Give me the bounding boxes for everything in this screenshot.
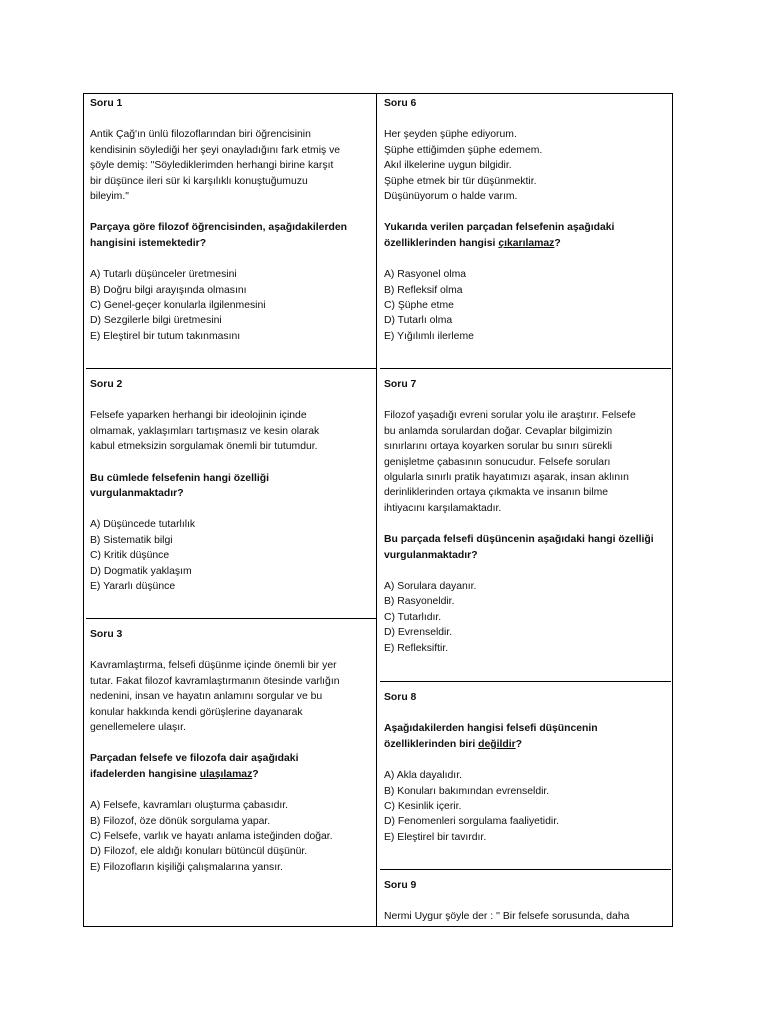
answer-option: B) Refleksif olma: [384, 284, 463, 296]
answer-option: B) Konuları bakımından evrenseldir.: [384, 785, 550, 797]
text-line: Şüphe ettiğimden şüphe edemem.: [384, 144, 543, 156]
stem-emphasis: değildir: [478, 738, 516, 750]
answer-option: B) Filozof, öze dönük sorgulama yapar.: [90, 815, 271, 827]
answer-option: E) Filozofların kişiliği çalışmalarına yansır.: [90, 861, 283, 873]
answer-option: C) Kritik düşünce: [90, 550, 170, 562]
answer-option: D) Tutarlı olma: [384, 315, 453, 327]
text-line: Akıl ilkelerine uygun bilgidir.: [384, 160, 512, 172]
answer-option: E) Refleksiftir.: [384, 642, 449, 654]
stem-line: Parçadan felsefe ve filozofa dair aşağıdaki: [90, 753, 299, 765]
question-passage: [90, 127, 373, 204]
text-line: Her şeyden şüphe ediyorum.: [384, 129, 517, 141]
text-line: ihtiyacını karşılamaktadır.: [384, 502, 502, 514]
options-list: [90, 517, 373, 594]
question-1: [90, 96, 373, 344]
stem-line: Aşağıdakilerden hangisi felsefi düşüncenin: [384, 723, 598, 735]
question-8: [384, 690, 667, 845]
question-title: Soru 2: [90, 379, 123, 390]
question-sheet: [83, 93, 673, 927]
stem-line: [90, 767, 373, 782]
question-title: Soru 3: [90, 629, 123, 640]
answer-option: C) Genel-geçer konularla ilgilenmesini: [90, 300, 266, 312]
text-line: kendisinin söylediği her şeyi onayladığını fark etmiş ve: [90, 144, 341, 156]
answer-option: B) Sistematik bilgi: [90, 534, 173, 546]
text-line: tutar. Fakat filozof kavramlaştırmanın ötesinde varlığın: [90, 675, 340, 687]
question-stem: [384, 220, 667, 251]
stem-mark: ?: [252, 768, 259, 780]
text-line: nedenini, insan ve hayatın anlamını sorgular ve bu: [90, 691, 323, 703]
question-passage: [90, 658, 373, 735]
question-passage: [90, 408, 373, 454]
text-line: hangisini istemektedir?: [90, 237, 207, 249]
text-line: Filozof yaşadığı evreni sorular yolu ile araştırır. Felsefe: [384, 410, 636, 422]
question-passage: [384, 909, 667, 924]
text-line: olgularla sınırlı pratik hayatımızı aşarak, insan aklının: [384, 472, 629, 484]
text-line: bir düşünce ileri sür ki karşılıklı konuştuğumuzu: [90, 175, 308, 187]
stem-text: özelliklerinden hangisi: [384, 237, 499, 249]
question-title: Soru 8: [384, 692, 417, 703]
question-stem: [90, 471, 373, 502]
question-9: [384, 878, 667, 941]
answer-option: C) Felsefe, varlık ve hayatı anlama isteğinden doğar.: [90, 831, 333, 843]
text-line: vurgulanmaktadır?: [384, 549, 478, 561]
options-list: [90, 267, 373, 344]
text-line: sınırlarını ortaya koyarken sorular bu sınırı sürekli: [384, 441, 613, 453]
answer-option: B) Rasyoneldir.: [384, 596, 455, 608]
text-line: şöyle demiş: "Söylediklerimden herhangi birine karşıt: [90, 160, 334, 172]
answer-option: A) Tutarlı düşünceler üretmesini: [90, 269, 237, 281]
stem-line: [384, 236, 667, 251]
options-list: [90, 798, 373, 875]
question-stem: [90, 220, 373, 251]
text-line: konular hakkında kendi görüşlerine dayanarak: [90, 706, 303, 718]
answer-option: D) Sezgilerle bilgi üretmesini: [90, 315, 222, 327]
answer-option: E) Eleştirel bir tavırdır.: [384, 831, 487, 843]
answer-option: E) Yararlı düşünce: [90, 581, 176, 593]
text-line: Düşünüyorum o halde varım.: [384, 191, 518, 203]
question-passage: [384, 408, 667, 516]
answer-option: C) Şüphe etme: [384, 300, 454, 312]
text-line: Bu cümlede felsefenin hangi özelliği: [90, 472, 269, 484]
text-line: Kavramlaştırma, felsefi düşünme içinde önemli bir yer: [90, 660, 337, 672]
answer-option: C) Tutarlıdır.: [384, 611, 442, 623]
stem-line: Yukarıda verilen parçadan felsefenin aşağıdaki: [384, 222, 615, 234]
answer-option: D) Dogmatik yaklaşım: [90, 565, 192, 577]
answer-option: C) Kesinlik içerir.: [384, 801, 462, 813]
options-list: [384, 579, 667, 656]
stem-mark: ?: [554, 237, 561, 249]
text-line: Parçaya göre filozof öğrencisinden, aşağıdakilerden: [90, 222, 347, 234]
answer-option: A) Düşüncede tutarlılık: [90, 519, 196, 531]
stem-emphasis: çıkarılamaz: [498, 237, 555, 249]
answer-option: D) Filozof, ele aldığı konuları bütüncül düşünür.: [90, 846, 308, 858]
text-line: genişletme çabasının sonucudur. Felsefe soruları: [384, 456, 611, 468]
column-divider: [376, 94, 377, 926]
options-list: [384, 267, 667, 344]
answer-option: A) Felsefe, kavramları oluşturma çabasıdır.: [90, 800, 289, 812]
question-stem: [384, 532, 667, 563]
text-line: Nermi Uygur şöyle der : '' Bir felsefe sorusunda, daha: [384, 911, 630, 923]
answer-option: D) Evrenseldir.: [384, 627, 453, 639]
answer-option: B) Doğru bilgi arayışında olmasını: [90, 284, 247, 296]
text-line: kabul etmeksizin sorgulamak önemli bir tutumdur.: [90, 441, 318, 453]
stem-line: [384, 737, 667, 752]
question-2: [90, 377, 373, 594]
answer-option: E) Yığılımlı ilerleme: [384, 330, 474, 342]
question-title: Soru 6: [384, 98, 417, 109]
answer-option: D) Fenomenleri sorgulama faaliyetidir.: [384, 816, 559, 828]
stem-text: özelliklerinden biri: [384, 738, 479, 750]
text-line: vurgulanmaktadır?: [90, 488, 184, 500]
question-stem: [90, 751, 373, 782]
question-6: [384, 96, 667, 344]
question-stem: [384, 721, 667, 752]
options-list: [384, 768, 667, 845]
question-3: [90, 627, 373, 875]
text-line: bu anlamda sorulardan doğar. Cevaplar bilgimizin: [384, 425, 613, 437]
answer-option: A) Rasyonel olma: [384, 269, 467, 281]
stem-text: ifadelerden hangisine: [90, 768, 200, 780]
question-passage: [384, 127, 667, 204]
text-line: genellemelere ulaşır.: [90, 722, 186, 734]
question-title: Soru 7: [384, 379, 417, 390]
question-title: Soru 1: [90, 98, 123, 109]
text-line: Bu parçada felsefi düşüncenin aşağıdaki hangi özelliği: [384, 534, 654, 546]
text-line: Şüphe etmek bir tür düşünmektir.: [384, 175, 537, 187]
text-line: bileyim.": [90, 191, 129, 203]
stem-emphasis: ulaşılamaz: [199, 768, 253, 780]
text-line: derinliklerinden ortaya çıkmakta ve insanın bilme: [384, 487, 609, 499]
question-7: [384, 377, 667, 656]
text-line: Felsefe yaparken herhangi bir ideolojinin içinde: [90, 410, 307, 422]
text-line: Antik Çağ'ın ünlü filozoflarından biri öğrencisinin: [90, 129, 311, 141]
answer-option: E) Eleştirel bir tutum takınmasını: [90, 330, 241, 342]
question-title: Soru 9: [384, 880, 417, 891]
text-line: olmamak, yaklaşımları tartışmasız ve kesin olarak: [90, 425, 320, 437]
answer-option: A) Akla dayalıdır.: [384, 770, 462, 782]
stem-mark: ?: [515, 738, 523, 750]
answer-option: A) Sorulara dayanır.: [384, 581, 477, 593]
